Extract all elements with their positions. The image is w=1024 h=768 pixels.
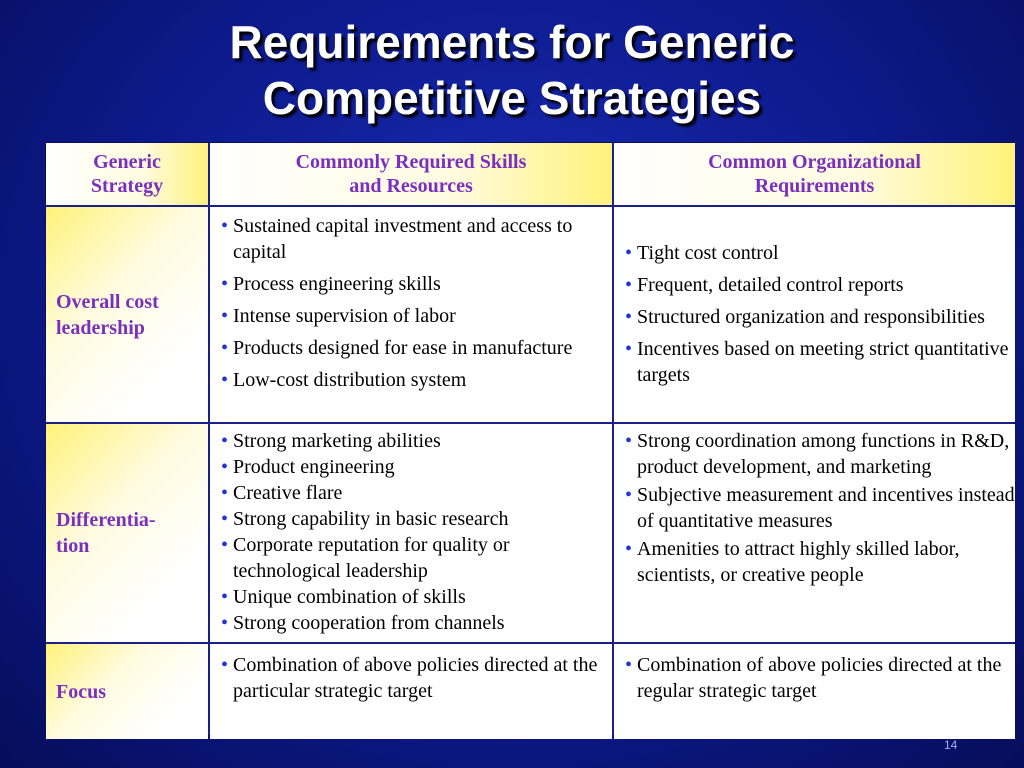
focus-org-cell [614, 644, 1015, 739]
header-skills-resources [210, 143, 612, 205]
list-item: • Unique combination of skills [210, 584, 612, 610]
row-header-differentiation [46, 424, 208, 642]
header-text: Generic [93, 151, 161, 173]
list-item: • Subjective measurement and incentives instead of quantitative measures [614, 482, 1015, 534]
list-item: • Products designed for ease in manufacture [210, 335, 612, 361]
list-item: • Frequent, detailed control reports [614, 272, 1015, 298]
header-text: Requirements [754, 175, 875, 197]
list-item: • Creative flare [210, 480, 612, 506]
list-item: • Structured organization and responsibilities [614, 304, 1015, 330]
row-header-text: Focus [56, 680, 106, 703]
slide-title-line-2: Competitive Strategies [262, 72, 762, 124]
focus-org-list [614, 652, 1015, 704]
list-item: • Tight cost control [614, 240, 1015, 266]
header-organizational-requirements [614, 143, 1015, 205]
cost-leadership-org-list [614, 240, 1015, 394]
strategy-table [45, 142, 1014, 736]
list-item: • Strong cooperation from channels [210, 610, 612, 636]
row-header-focus [46, 644, 208, 739]
list-item: • Combination of above policies directed at the regular strategic target [614, 652, 1015, 704]
focus-skills-list [210, 652, 612, 704]
list-item: • Process engineering skills [210, 271, 612, 297]
list-item: • Strong coordination among functions in R&D, product development, and marketing [614, 428, 1015, 480]
differentiation-org-cell [614, 424, 1015, 642]
list-item: • Amenities to attract highly skilled labor, scientists, or creative people [614, 536, 1015, 588]
differentiation-skills-list [210, 428, 612, 636]
row-header-text: Overall cost [56, 290, 159, 313]
header-text: and Resources [349, 175, 473, 197]
list-item: • Product engineering [210, 454, 612, 480]
cost-leadership-org-cell [614, 207, 1015, 422]
cost-leadership-skills-list [210, 213, 612, 393]
differentiation-skills-cell [210, 424, 612, 642]
header-text: Strategy [90, 175, 164, 197]
differentiation-org-list [614, 428, 1015, 588]
list-item: • Low-cost distribution system [210, 367, 612, 393]
list-item: • Strong marketing abilities [210, 428, 612, 454]
slide-title-line-1: Requirements for Generic [229, 16, 795, 68]
header-generic-strategy [46, 143, 208, 205]
cost-leadership-skills-cell [210, 207, 612, 422]
list-item: • Combination of above policies directed at the particular strategic target [210, 652, 612, 704]
list-item: • Corporate reputation for quality or technological leadership [210, 532, 612, 584]
slide-title [0, 14, 1024, 126]
list-item: • Strong capability in basic research [210, 506, 612, 532]
list-item: • Incentives based on meeting strict quantitative targets [614, 336, 1015, 388]
page-number: 14 [944, 738, 958, 752]
row-header-text: tion [56, 535, 90, 557]
row-header-cost-leadership [46, 207, 208, 422]
list-item: • Intense supervision of labor [210, 303, 612, 329]
header-text: Commonly Required Skills [295, 151, 527, 173]
list-item: • Sustained capital investment and access to capital [210, 213, 612, 265]
row-header-text: leadership [56, 316, 145, 339]
focus-skills-cell [210, 644, 612, 739]
header-text: Common Organizational [708, 151, 921, 173]
row-header-text: Differentia- [56, 509, 156, 531]
